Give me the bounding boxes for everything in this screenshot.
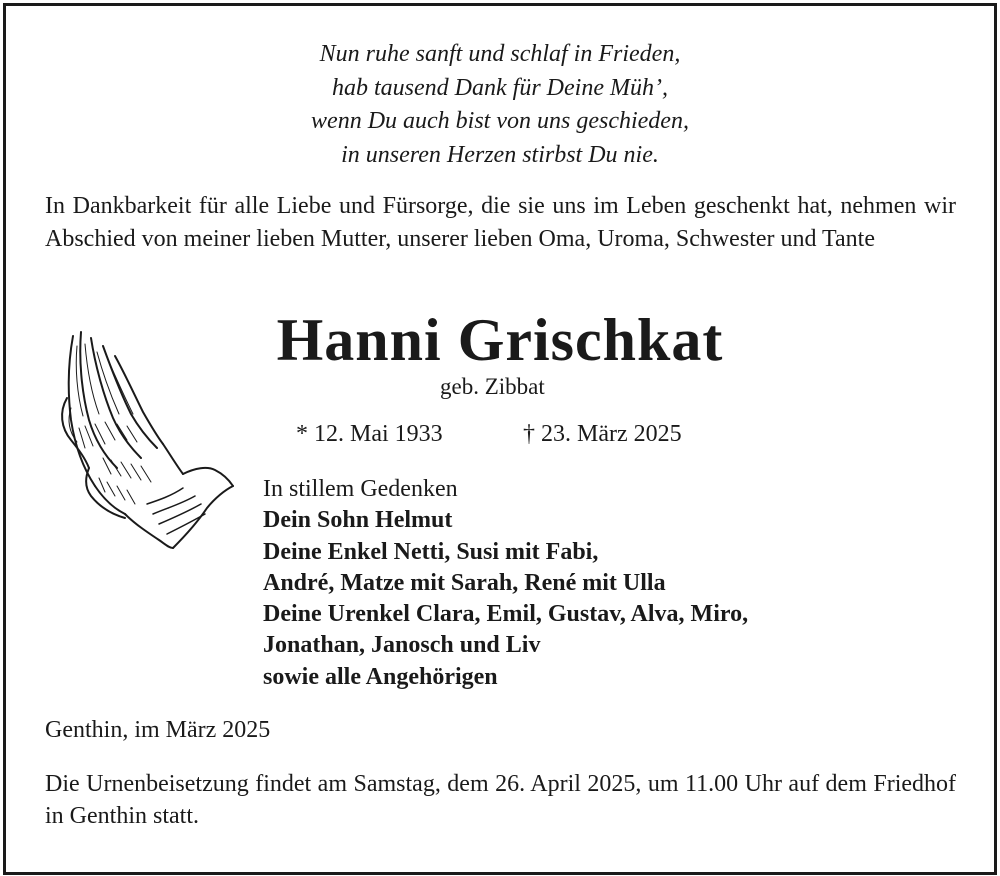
place-and-date: Genthin, im März 2025 [45, 717, 271, 743]
deceased-name: Hanni Grischkat [276, 307, 724, 373]
mourner-line: André, Matze mit Sarah, René mit Ulla [263, 569, 666, 596]
poem-line: hab tausend Dank für Deine Müh’, [332, 74, 668, 101]
mourner-line: Jonathan, Janosch und Liv [263, 632, 541, 659]
mourner-line: Deine Urenkel Clara, Emil, Gustav, Alva, Miro, [263, 601, 749, 628]
death-date: † 23. März 2025 [523, 421, 682, 447]
mourners-heading: In stillem Gedenken [263, 476, 458, 502]
poem-line: wenn Du auch bist von uns geschieden, [311, 108, 689, 134]
poem-line: in unseren Herzen stirbst Du nie. [341, 141, 659, 168]
poem [0, 38, 1000, 172]
birth-date: * 12. Mai 1933 [296, 421, 443, 447]
mourner-line: sowie alle Angehörigen [263, 663, 498, 690]
intro-paragraph: In Dankbarkeit für alle Liebe und Fürsorge, die sie uns im Leben geschenkt hat, nehmen wir Abschied von meiner lieben Mutter, unserer lieben Oma, Uroma, Schwester und Tante [45, 193, 956, 252]
mourner-line: Deine Enkel Netti, Susi mit Fabi, [263, 538, 599, 565]
maiden-name: geb. Zibbat [440, 374, 545, 399]
poem-line: Nun ruhe sanft und schlaf in Frieden, [319, 41, 681, 67]
mourners-block [263, 474, 748, 693]
mourner-line: Dein Sohn Helmut [263, 507, 453, 534]
burial-notice: Die Urnenbeisetzung findet am Samstag, dem 26. April 2025, um 11.00 Uhr auf dem Friedhof in Genthin statt. [45, 771, 956, 829]
